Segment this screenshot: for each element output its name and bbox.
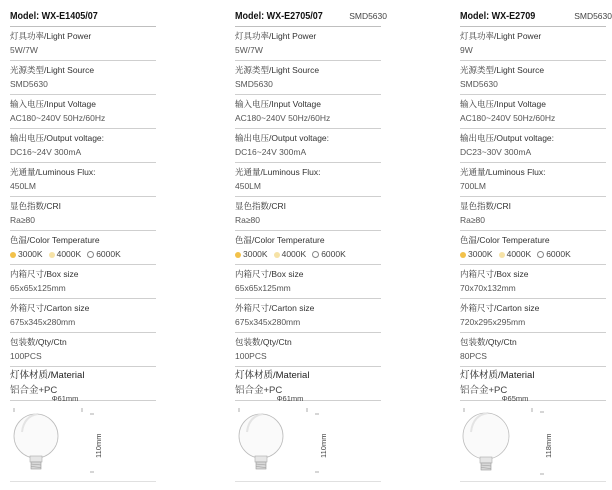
spec-value: DC23~30V 300mA (460, 147, 532, 157)
color-dot-icon (10, 252, 16, 258)
color-dot-icon (499, 252, 505, 258)
spec-value: AC180~240V 50Hz/60Hz (235, 113, 331, 123)
spec-source (460, 61, 606, 95)
temp-4000: 4000K (49, 248, 82, 261)
spec-value: 铝合金+PC (235, 385, 283, 396)
spec-carton (10, 299, 156, 333)
spec-value: 铝合金+PC (10, 385, 58, 396)
spec-label: 内箱尺寸/Box size (235, 269, 304, 279)
model-header (460, 8, 612, 27)
spec-value: Ra≥80 (10, 215, 35, 225)
spec-power (460, 27, 606, 61)
spec-qty (10, 333, 156, 367)
spec-value: Ra≥80 (235, 215, 260, 225)
spec-output (235, 129, 381, 163)
diameter-label: Φ61mm (51, 394, 79, 403)
spec-label: 光通量/Luminous Flux: (235, 167, 321, 177)
spec-label: 光通量/Luminous Flux: (460, 167, 546, 177)
spec-value: Ra≥80 (460, 215, 485, 225)
spec-color-temp (10, 231, 156, 265)
spec-flux (235, 163, 381, 197)
spec-box (10, 265, 156, 299)
spec-power (235, 27, 381, 61)
spec-flux (460, 163, 606, 197)
footer-divider (235, 481, 381, 482)
bulb-drawing-3 (460, 392, 606, 484)
spec-value: 100PCS (235, 351, 267, 361)
color-dot-icon (87, 251, 94, 258)
model-header (235, 8, 387, 27)
spec-value: 5W/7W (235, 45, 263, 55)
spec-label: 色温/Color Temperature (235, 235, 325, 245)
spec-label: 光通量/Luminous Flux: (10, 167, 96, 177)
spec-value: 450LM (235, 181, 261, 191)
footer-divider (460, 481, 606, 482)
model-name: Model: WX-E2709 (460, 10, 536, 22)
height-label: 118mm (544, 433, 553, 458)
spec-output (460, 129, 606, 163)
spec-label: 包装数/Qty/Ctn (10, 337, 67, 347)
spec-label: 灯体材质/Material (460, 370, 535, 381)
spec-label: 显色指数/CRI (460, 201, 512, 211)
bulb-drawing-2 (235, 392, 381, 484)
spec-value: 铝合金+PC (460, 385, 508, 396)
product-column-1 (10, 8, 156, 401)
spec-source (10, 61, 156, 95)
temp-3000: 3000K (10, 248, 43, 261)
spec-value: 65x65x125mm (235, 283, 291, 293)
spec-power (10, 27, 156, 61)
color-dot-icon (49, 252, 55, 258)
bulb-icon (10, 392, 156, 484)
spec-value: 80PCS (460, 351, 487, 361)
spec-label: 色温/Color Temperature (460, 235, 550, 245)
diameter-label: Φ61mm (276, 394, 304, 403)
spec-label: 灯具功率/Light Power (235, 31, 317, 41)
height-label: 110mm (94, 433, 103, 458)
spec-qty (460, 333, 606, 367)
spec-label: 外箱尺寸/Carton size (460, 303, 540, 313)
color-dot-icon (312, 251, 319, 258)
spec-label: 内箱尺寸/Box size (10, 269, 79, 279)
spec-label: 光源类型/Light Source (460, 65, 545, 75)
spec-input (460, 95, 606, 129)
spec-value: SMD5630 (235, 79, 273, 89)
temp-6000: 6000K (312, 248, 346, 261)
spec-label: 输入电压/Input Voltage (235, 99, 321, 109)
spec-label: 输出电压/Output voltage: (10, 133, 105, 143)
spec-label: 输入电压/Input Voltage (460, 99, 546, 109)
spec-value: 5W/7W (10, 45, 38, 55)
spec-value: 9W (460, 45, 473, 55)
spec-value: DC16~24V 300mA (10, 147, 82, 157)
spec-label: 显色指数/CRI (10, 201, 62, 211)
spec-label: 输入电压/Input Voltage (10, 99, 96, 109)
product-column-3 (460, 8, 612, 401)
spec-value: SMD5630 (10, 79, 48, 89)
spec-label: 外箱尺寸/Carton size (235, 303, 315, 313)
spec-value: AC180~240V 50Hz/60Hz (10, 113, 106, 123)
temp-3000: 3000K (235, 248, 268, 261)
spec-value: 450LM (10, 181, 36, 191)
bulb-icon (235, 392, 381, 484)
spec-box (460, 265, 606, 299)
spec-label: 显色指数/CRI (235, 201, 287, 211)
spec-value: DC16~24V 300mA (235, 147, 307, 157)
spec-label: 灯具功率/Light Power (460, 31, 542, 41)
spec-value: 720x295x295mm (460, 317, 526, 327)
spec-label: 灯具功率/Light Power (10, 31, 92, 41)
spec-value: 675x345x280mm (235, 317, 301, 327)
color-dot-icon (274, 252, 280, 258)
color-dot-icon (460, 252, 466, 258)
spec-value: SMD5630 (460, 79, 498, 89)
color-dot-icon (537, 251, 544, 258)
spec-color-temp (460, 231, 606, 265)
spec-output (10, 129, 156, 163)
spec-carton (235, 299, 381, 333)
spec-label: 包装数/Qty/Ctn (235, 337, 292, 347)
product-column-2 (235, 8, 387, 401)
spec-label: 色温/Color Temperature (10, 235, 100, 245)
spec-source (235, 61, 381, 95)
height-label: 110mm (319, 433, 328, 458)
model-name: Model: WX-E2705/07 (235, 10, 323, 22)
spec-value: 65x65x125mm (10, 283, 66, 293)
temp-4000: 4000K (274, 248, 307, 261)
spec-flux (10, 163, 156, 197)
spec-qty (235, 333, 381, 367)
spec-value: 700LM (460, 181, 486, 191)
spec-cri (235, 197, 381, 231)
temp-4000: 4000K (499, 248, 532, 261)
spec-label: 包装数/Qty/Ctn (460, 337, 517, 347)
spec-color-temp (235, 231, 381, 265)
spec-label: 外箱尺寸/Carton size (10, 303, 90, 313)
temp-3000: 3000K (460, 248, 493, 261)
temp-6000: 6000K (87, 248, 121, 261)
spec-label: 光源类型/Light Source (10, 65, 95, 75)
spec-cri (10, 197, 156, 231)
model-header (10, 8, 156, 27)
spec-value: AC180~240V 50Hz/60Hz (460, 113, 556, 123)
temp-options (235, 248, 381, 261)
bulb-icon (460, 392, 606, 484)
spec-label: 灯体材质/Material (235, 370, 310, 381)
spec-cri (460, 197, 606, 231)
spec-label: 内箱尺寸/Box size (460, 269, 529, 279)
spec-label: 灯体材质/Material (10, 370, 85, 381)
spec-input (10, 95, 156, 129)
spec-label: 输出电压/Output voltage: (235, 133, 330, 143)
footer-divider (10, 481, 156, 482)
spec-value: 70x70x132mm (460, 283, 516, 293)
bulb-drawing-1 (10, 392, 156, 484)
temp-options (10, 248, 156, 261)
spec-label: 输出电压/Output voltage: (460, 133, 555, 143)
temp-6000: 6000K (537, 248, 571, 261)
spec-input (235, 95, 381, 129)
diameter-label: Φ65mm (501, 394, 529, 403)
chip-type: SMD5630 (349, 11, 387, 21)
spec-carton (460, 299, 606, 333)
spec-label: 光源类型/Light Source (235, 65, 320, 75)
temp-options (460, 248, 606, 261)
spec-value: 675x345x280mm (10, 317, 76, 327)
color-dot-icon (235, 252, 241, 258)
chip-type: SMD5630 (574, 11, 612, 21)
spec-box (235, 265, 381, 299)
spec-value: 100PCS (10, 351, 42, 361)
model-name: Model: WX-E1405/07 (10, 10, 98, 22)
